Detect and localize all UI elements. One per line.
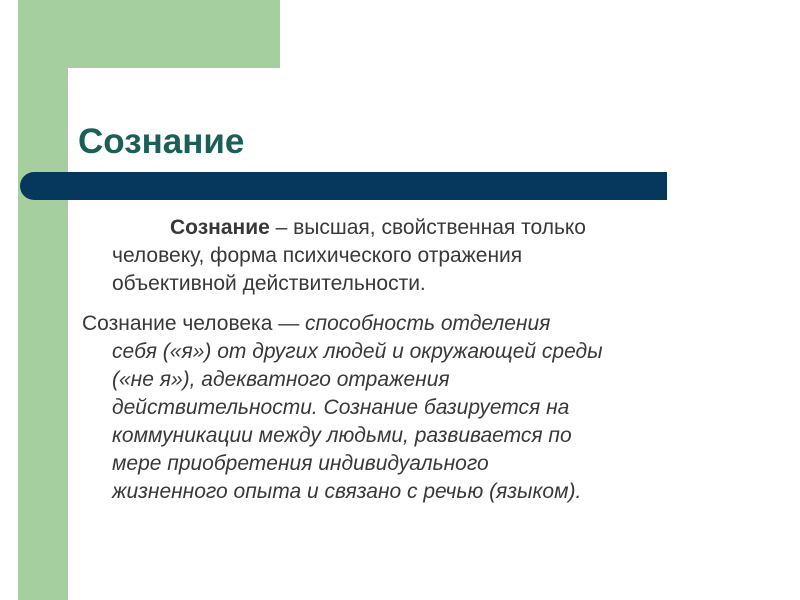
definition-line-2: человеку, форма психического отражения [112,244,523,267]
paragraph-line-6: мере приобретения индивидуального [112,452,489,475]
definition-term: Сознание [170,216,270,239]
definition-line-1-text: – высшая, свойственная только [269,216,586,239]
paragraph-line-5: коммуникации между людьми, развивается по [112,424,572,447]
definition-paragraph [112,214,712,298]
definition-line-1 [112,214,712,242]
paragraph-line-1-italic: способность отделения [305,312,551,335]
slide-title: Сознание [78,122,245,161]
paragraph-line-1 [82,310,752,338]
paragraph-line-4: действительности. Сознание базируется на [112,396,570,419]
top-decor-block [18,0,280,68]
left-decor-bar [18,0,68,600]
paragraph-line-7: жизненного опыта и связано с речью (языком). [112,480,582,503]
paragraph-line-3: («не я»), адекватного отражения [112,368,450,391]
paragraph-lead: Сознание человека — [82,312,306,335]
paragraph-line-2: себя («я») от других людей и окружающей среды [112,340,603,363]
title-divider [20,172,667,200]
definition-line-3: объективной действительности. [112,272,426,295]
consciousness-paragraph [82,310,752,506]
